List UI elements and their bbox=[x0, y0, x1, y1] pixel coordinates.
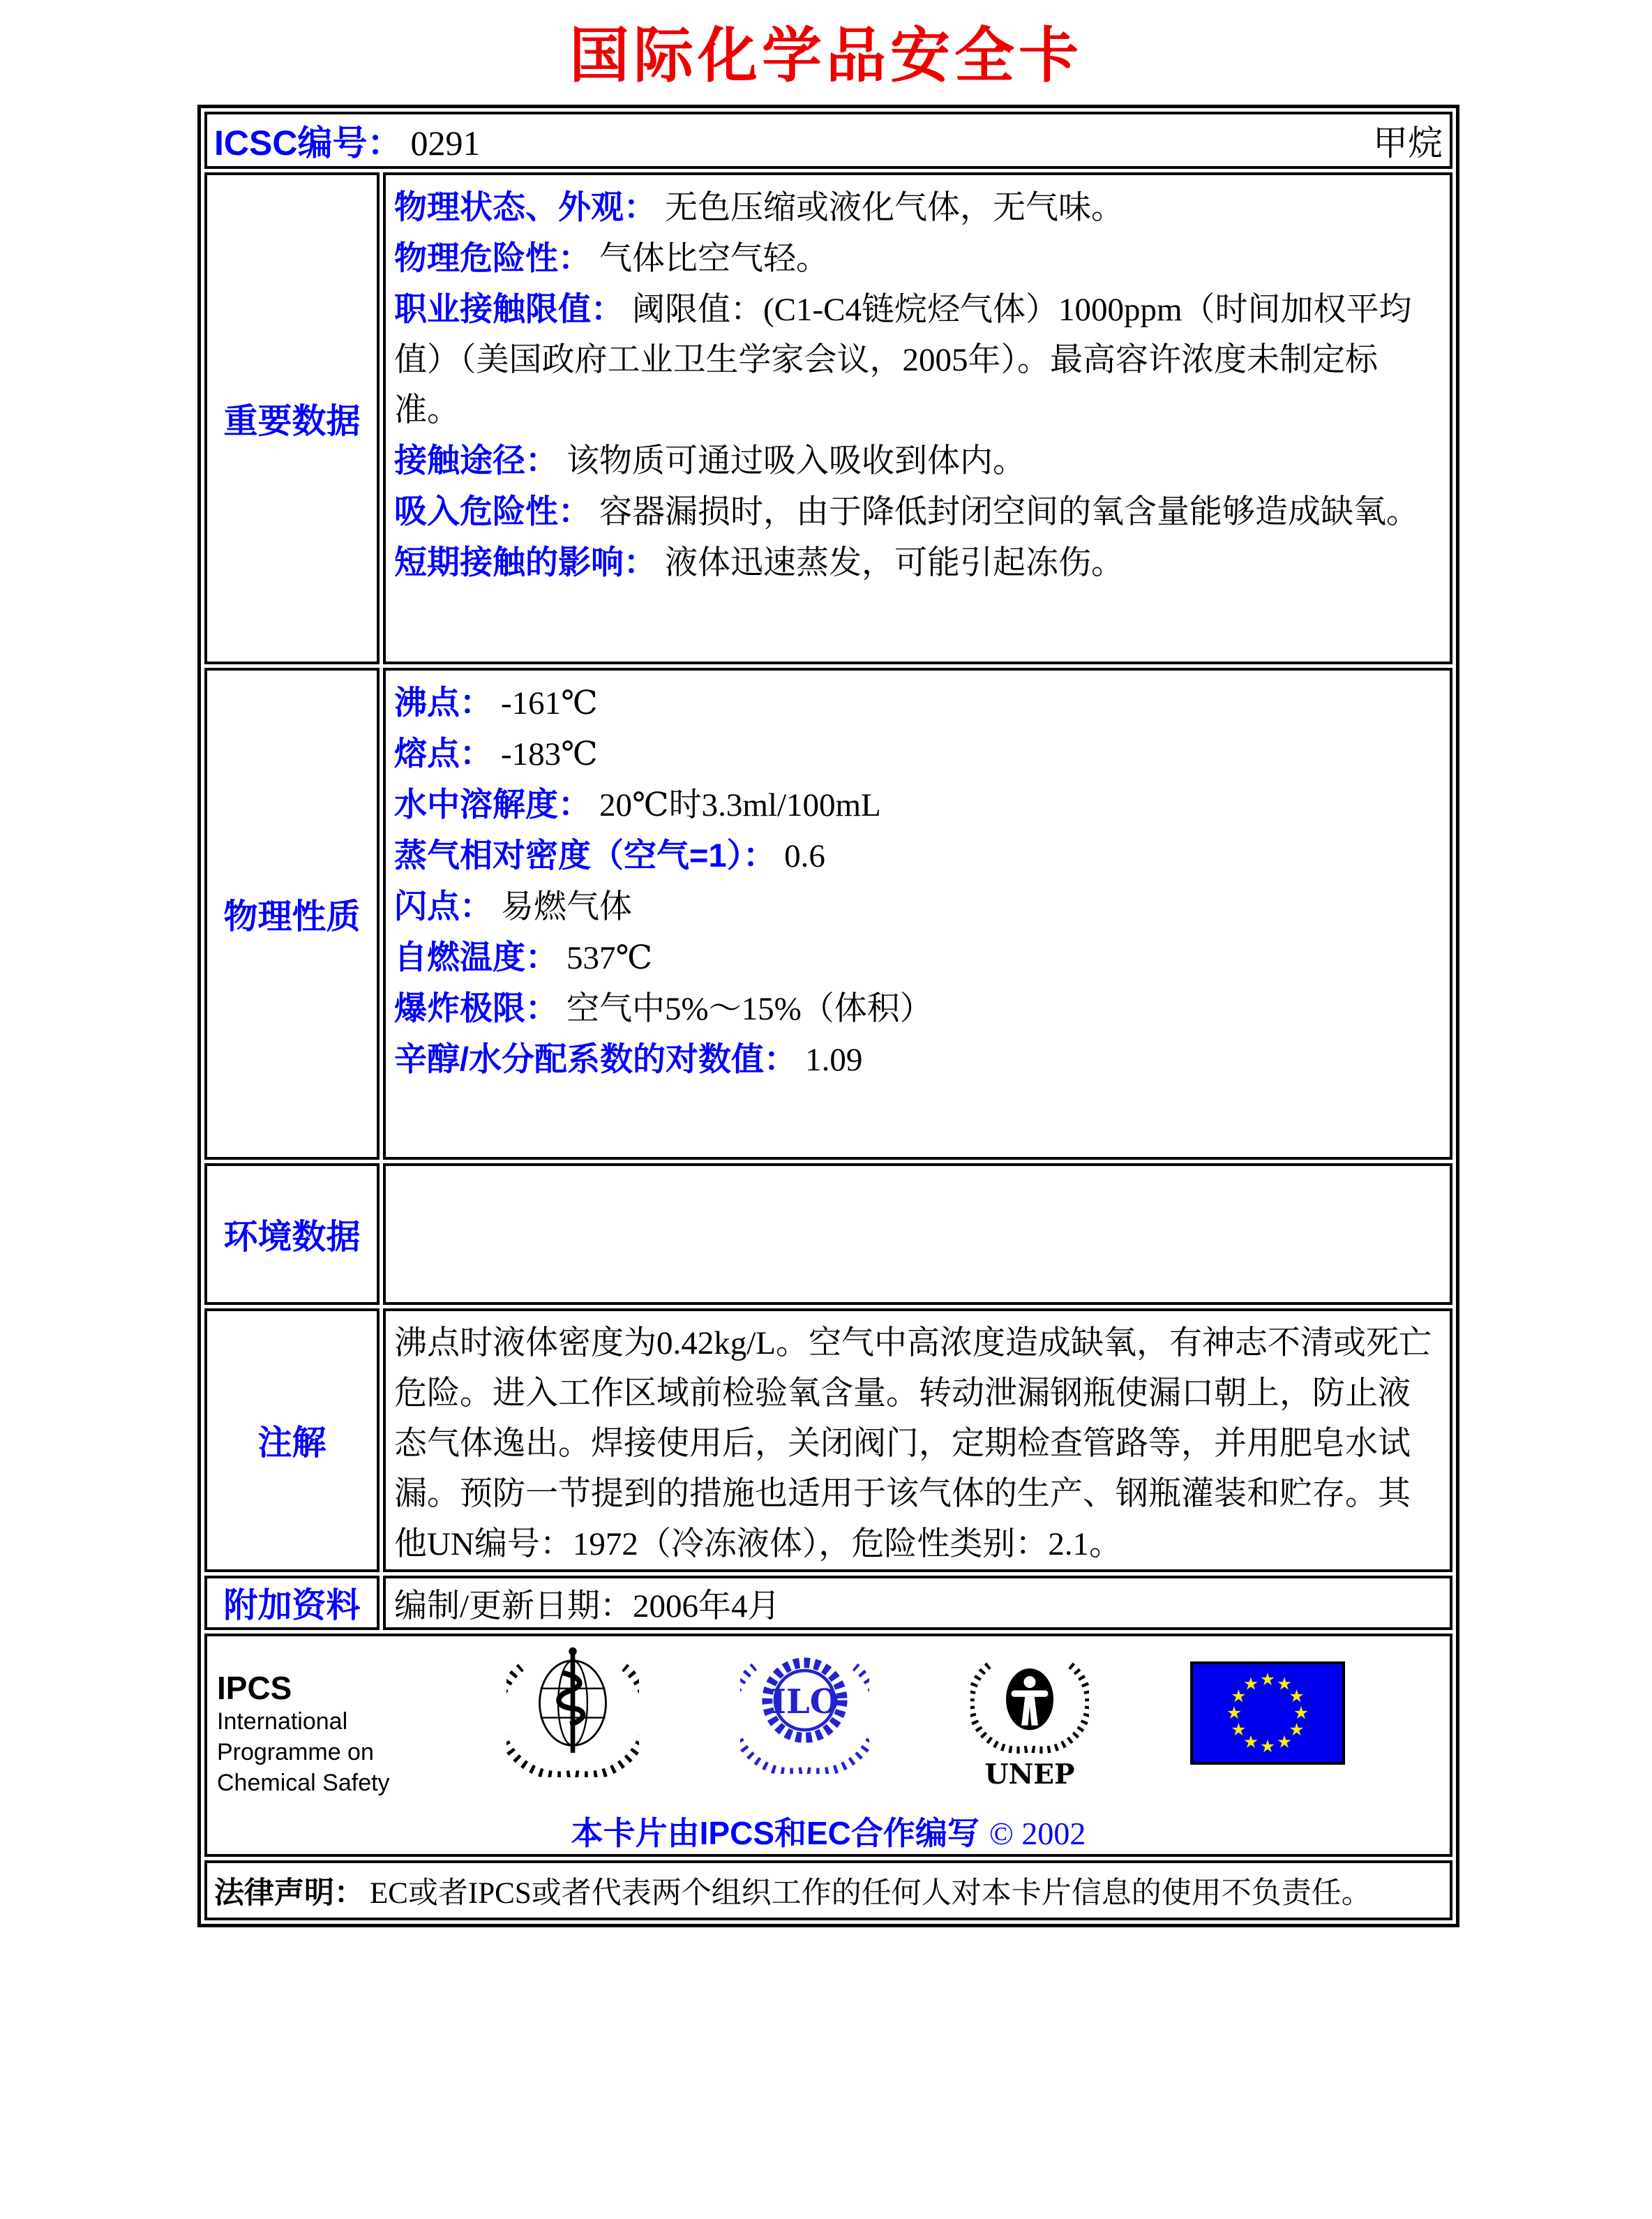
who-logo bbox=[506, 1645, 639, 1777]
field-line: 物理状态、外观： 无色压缩或液化气体，无气味。 bbox=[394, 188, 1124, 226]
section-label-important-data: 重要数据 bbox=[204, 172, 380, 664]
environmental-data-content bbox=[383, 1163, 1452, 1305]
notes-row bbox=[204, 1308, 1452, 1572]
page-title: 国际化学品安全卡 bbox=[569, 20, 1083, 91]
legal-row bbox=[204, 1860, 1452, 1920]
unep-logo bbox=[970, 1645, 1089, 1787]
field-line: 物理危险性： 气体比空气轻。 bbox=[394, 239, 829, 277]
environmental-data-row bbox=[204, 1163, 1452, 1305]
credits-caption: 本卡片由IPCS和EC合作编写 © 2002 bbox=[571, 1815, 1086, 1851]
field-line: 水中溶解度： 20℃时3.3ml/100mL bbox=[394, 786, 881, 823]
safety-card-table bbox=[197, 105, 1459, 1927]
section-label-physical-properties: 物理性质 bbox=[204, 668, 380, 1160]
field-line: 闪点： 易燃气体 bbox=[394, 888, 632, 925]
field-line: 爆炸极限： 空气中5%～15%（体积） bbox=[394, 989, 933, 1027]
field-line: 辛醇/水分配系数的对数值： 1.09 bbox=[394, 1040, 863, 1078]
icsc-card-page bbox=[0, 7, 1652, 1927]
ilo-logo bbox=[740, 1645, 869, 1774]
chemical-name: 甲烷 bbox=[1373, 124, 1443, 163]
notes-content: 沸点时液体密度为0.42kg/L。空气中高浓度造成缺氧，有神志不清或死亡危险。进入工作区域前检验氧含量。转动泄漏钢瓶使漏口朝上，防止液态气体逸出。焊接使用后，关闭阀门，定期检查管路等，并用肥皂水试漏。预防一节提到的措施也适用于该气体的生产、钢瓶灌装和贮存。其他UN编号：1972（冷冻液体），危险性类别：2.1。 bbox=[383, 1308, 1452, 1572]
section-label-additional-info: 附加资料 bbox=[204, 1576, 380, 1630]
ilo-letters: ILO bbox=[770, 1682, 839, 1722]
physical-properties-content bbox=[383, 668, 1452, 1160]
unep-letters: UNEP bbox=[984, 1758, 1075, 1787]
ipcs-acronym: IPCS bbox=[217, 1670, 292, 1706]
field-line: 吸入危险性： 容器漏损时，由于降低封闭空间的氧含量能够造成缺氧。 bbox=[394, 493, 1419, 530]
physical-properties-row bbox=[204, 668, 1452, 1160]
important-data-content bbox=[383, 172, 1452, 664]
credits-row bbox=[204, 1634, 1452, 1857]
legal-text: EC或者IPCS或者代表两个组织工作的任何人对本卡片信息的使用不负责任。 bbox=[370, 1876, 1372, 1910]
section-label-environmental-data: 环境数据 bbox=[204, 1163, 380, 1305]
field-line: 沸点： -161℃ bbox=[394, 684, 598, 722]
field-line: 熔点： -183℃ bbox=[394, 735, 598, 772]
icsc-number-field bbox=[214, 115, 480, 165]
field-line: 接触途径： 该物质可通过吸入吸收到体内。 bbox=[394, 442, 1026, 479]
field-line: 自燃温度： 537℃ bbox=[394, 939, 653, 976]
icsc-number-value: 0291 bbox=[410, 124, 481, 163]
eu-flag bbox=[1190, 1661, 1345, 1768]
icsc-number-label: ICSC编号： bbox=[214, 124, 403, 163]
legal-label: 法律声明： bbox=[214, 1876, 364, 1910]
field-line: 短期接触的影响： 液体迅速蒸发，可能引起冻伤。 bbox=[394, 544, 1124, 581]
ipcs-text-block: IPCS International Programme on Chemical Safety bbox=[217, 1645, 405, 1798]
field-line: 蒸气相对密度（空气=1）： 0.6 bbox=[394, 837, 825, 874]
additional-info-content: 编制/更新日期：2006年4月 bbox=[383, 1576, 1452, 1630]
important-data-row bbox=[204, 172, 1452, 664]
header-row bbox=[204, 112, 1452, 169]
section-label-notes: 注解 bbox=[204, 1308, 380, 1572]
field-line: 职业接触限值： 阈限值：(C1-C4链烷烃气体）1000ppm（时间加权平均值）（美国政府工业卫生学家会议，2005年）。最高容许浓度未制定标准。 bbox=[394, 290, 1412, 428]
additional-info-row bbox=[204, 1576, 1452, 1630]
